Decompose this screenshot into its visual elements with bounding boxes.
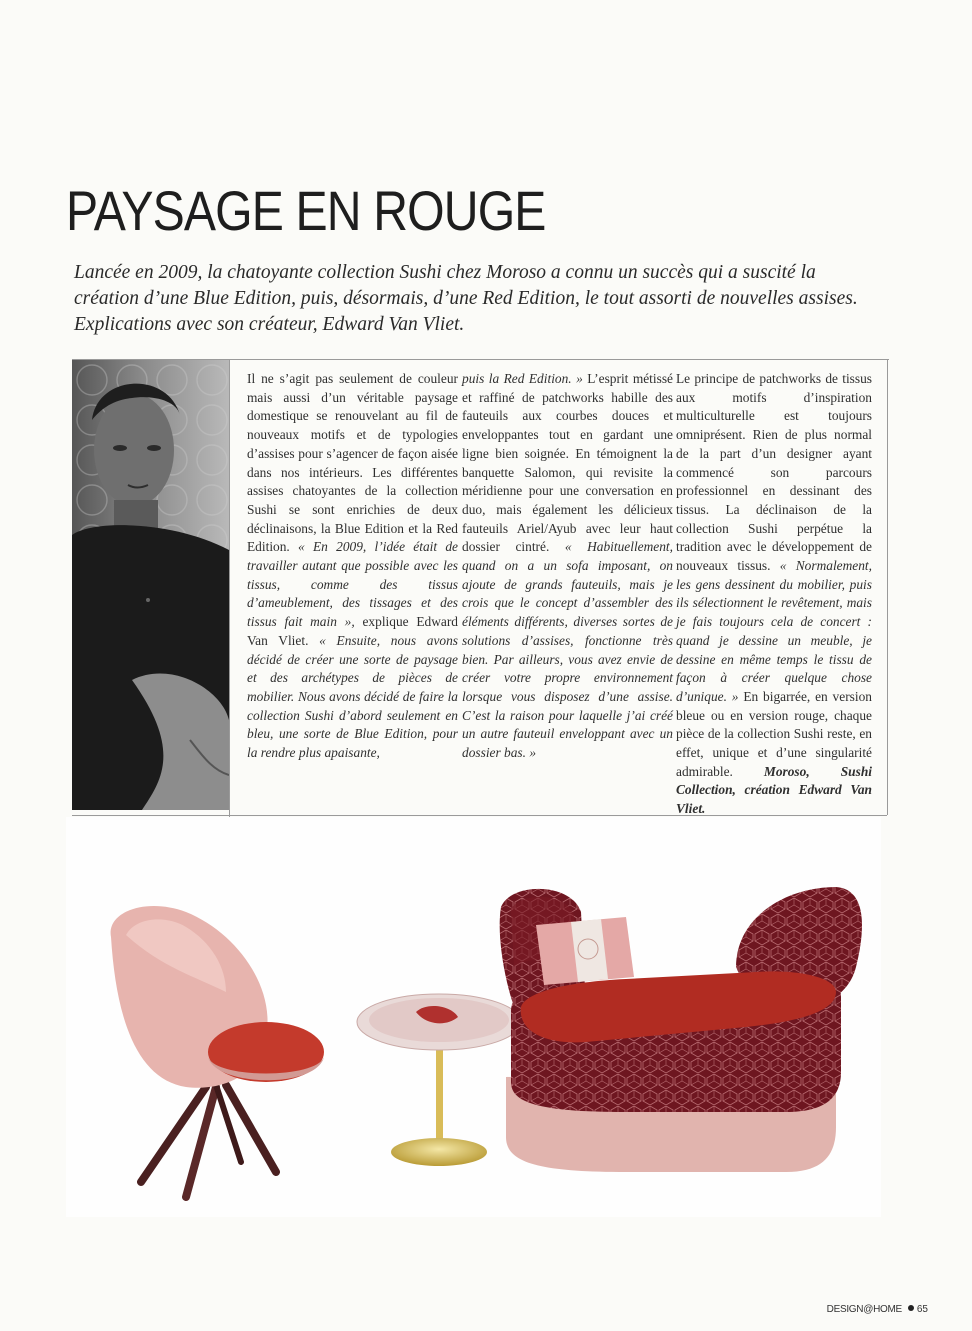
column-1-quote-2: « Ensuite, nous avons décidé de créer une sorte de paysage et des archétypes de pièces de mobilier. Nous avons décidé de faire la collection Sushi d’abord seulement en bleu, une sorte de Blue Edition, pour la rendre plus apaisante,: [247, 632, 458, 761]
frame-left-divider: [229, 360, 230, 830]
furniture-drawing: [66, 817, 881, 1217]
article-intro: Lancée en 2009, la chatoyante collection Sushi chez Moroso a connu un succès qui a suscité la création d’une Blue Edition, puis, désormais, d’une Red Edition, le tout assorti de nouvelles assises. Explications avec son créateur, Edward Van Vliet.: [74, 262, 858, 335]
column-1-attribution: explique Edward Van Vliet.: [247, 614, 459, 648]
column-3-text: Le principe de patchworks de tissus aux motifs d’inspiration multiculturelle est toujours omniprésent. Rien de plus normal de la part d’un designer ayant commencé son parcours professionnel en dessinant des tissus. La déclinaison de la collection Sushi perpétue la tradition avec le développement de nouveaux tissus.: [676, 371, 872, 574]
article-column-3: [676, 370, 872, 819]
article-title: PAYSAGE EN ROUGE: [66, 179, 546, 242]
portrait-drawing: [72, 360, 229, 810]
page-number: 65: [916, 1304, 928, 1315]
column-2-quote: « Habituellement, quand on a un sofa imposant, on ajoute de grands fauteuils, mais je crois que le concept d’assembler des éléments différents, diverses sortes de solutions d’assises, fonctionne très bien. Par ailleurs, vous avez envie de créer votre propre environnement lorsque vous disposez d’une assise. C’est la raison pour laquelle j’ai créé un autre fauteuil enveloppant avec un dossier bas. »: [462, 539, 673, 761]
column-2-text: L’esprit métissé et raffiné de patchworks habille des fauteuils aux courbes douces et enveloppantes tout en gardant une ligne bien soignée. En témoignent la banquette Salomon, qui revisite la méridienne pour une conversation en duo, mais également les délicieux fauteuils Ariel/Ayub avec leur haut dossier cintré.: [462, 371, 673, 555]
article-column-1: [247, 370, 458, 763]
designer-portrait: [72, 360, 229, 810]
article-column-2: [462, 370, 673, 763]
frame-right-line: [887, 360, 888, 815]
magazine-brand: DESIGN@HOME: [826, 1304, 902, 1315]
bullet-dot-icon: [908, 1305, 914, 1311]
furniture-photo: [66, 817, 881, 1217]
column-2-quote-end: puis la Red Edition. »: [462, 371, 583, 386]
column-3-text-end: En bigarrée, en version bleue ou en version rouge, chaque pièce de la collection Sushi reste, en effet, unique et d’une singularité admirable.: [676, 688, 872, 779]
column-3-quote: « Normalement, les gens dessinent du mobilier, puis ils sélectionnent le revêtement, mais je fais toujours cela de concert : quand je dessine un meuble, je dessine en même temps le tissu de façon à créer quelque chose d’unique. »: [676, 558, 872, 704]
column-1-quote-1: « En 2009, l’idée était de travailler autant que possible avec les tissus, comme des tissus d’ameublement, des tissages et des tissus fait main »,: [247, 539, 458, 630]
page-footer: [827, 1304, 928, 1315]
column-3-credit: Moroso, Sushi Collection, création Edward Van Vliet.: [676, 763, 872, 817]
column-1-text: Il ne s’agit pas seulement de couleur mais aussi d’un véritable paysage domestique se renouvelant au fil de nouveaux motifs et de typologies d’assises pour s’agencer de façon aisée dans nos intérieurs. Les différentes assises chatoyantes de la collection Sushi se sont enrichies de deux déclinaisons, la Blue Edition et la Red Edition.: [247, 371, 458, 555]
